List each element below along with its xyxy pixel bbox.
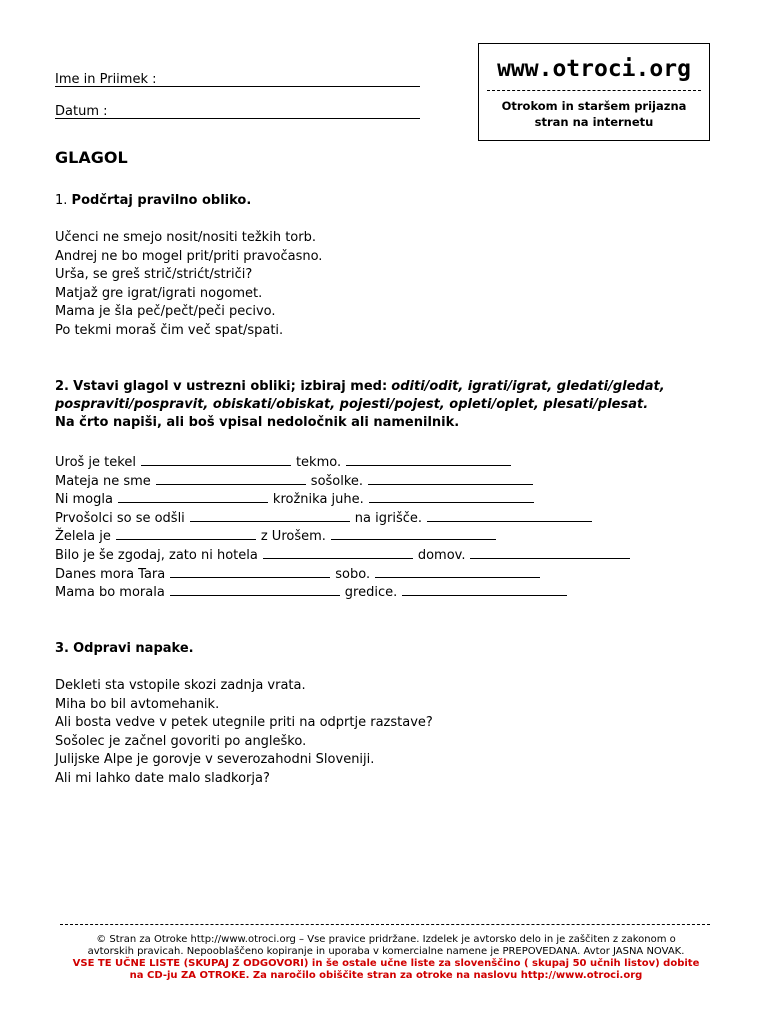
task2-instruction-end: Na črto napiši, ali boš vpisal nedoločnik ali namenilnik.: [55, 415, 460, 430]
blank-line[interactable]: [170, 594, 340, 596]
answer-line[interactable]: [427, 520, 592, 522]
sentence-end: z Urošem.: [260, 529, 326, 545]
task1-sentence: Mama je šla peč/pečt/peči pecivo.: [55, 304, 276, 320]
task3-sentence: Sošolec je začnel govoriti po angleško.: [55, 733, 307, 749]
task1-instruction: Podčrtaj pravilno obliko.: [71, 193, 252, 208]
sentence-end: sobo.: [335, 566, 371, 582]
blank-line[interactable]: [156, 483, 306, 485]
task2-sentence: [55, 584, 635, 603]
answer-line[interactable]: [368, 483, 533, 485]
footer-copyright-line1: © Stran za Otroke http://www.otroci.org – Vse pravice pridržane. Izdelek je avtorsko delo in je zaščiten z zakonom o: [96, 934, 676, 945]
sentence-start: Bilo je še zgodaj, zato ni hotela: [55, 547, 258, 563]
logo-subtitle-line2: stran na internetu: [534, 115, 654, 129]
page-title: GLAGOL: [55, 148, 128, 167]
task2-sentence: [55, 491, 635, 510]
site-logo-box: [478, 43, 710, 141]
name-label: Ime in Priimek :: [55, 72, 157, 87]
sentence-end: domov.: [417, 547, 466, 563]
sentence-end: na igrišče.: [354, 510, 423, 526]
logo-subtitle: [479, 98, 709, 130]
task3-number: 3.: [55, 641, 69, 656]
date-label: Datum :: [55, 104, 108, 119]
task1-sentence: Urša, se greš strič/strićt/striči?: [55, 267, 253, 283]
sentence-start: Želela je: [55, 529, 111, 545]
name-underline-left: [55, 86, 173, 87]
answer-line[interactable]: [375, 576, 540, 578]
logo-subtitle-line1: Otrokom in staršem prijazna: [501, 99, 687, 113]
answer-line[interactable]: [470, 557, 630, 559]
name-line: [172, 86, 420, 87]
sentence-start: Mateja ne sme: [55, 473, 151, 489]
task1-sentence: Andrej ne bo mogel prit/priti pravočasno.: [55, 248, 323, 264]
sentence-end: gredice.: [344, 585, 398, 601]
task3-sentence: Dekleti sta vstopile skozi zadnja vrata.: [55, 678, 306, 693]
task3-sentence: Miha bo bil avtomehanik.: [55, 696, 220, 712]
task1-sentence: Učenci ne smejo nosit/nositi težkih torb.: [55, 230, 316, 245]
footer-divider: [60, 924, 710, 925]
task2-sentence: [55, 454, 635, 473]
task3-sentence: Ali bosta vedve v petek utegnile priti na odprtje razstave?: [55, 715, 433, 731]
blank-line[interactable]: [263, 557, 413, 559]
sentence-end: krožnika juhe.: [272, 492, 364, 508]
footer-promo-line1: VSE TE UČNE LISTE (SKUPAJ Z ODGOVORI) in še ostale učne liste za slovenščino ( skupaj 50 učnih listov) dobite: [72, 958, 700, 969]
task3-sentence: Julijske Alpe je gorovje v severozahodni Sloveniji.: [55, 752, 375, 768]
sentence-start: Mama bo morala: [55, 585, 165, 601]
date-line: [55, 118, 420, 119]
task2-instruction-start: Vstavi glagol v ustrezni obliki; izbiraj med:: [73, 379, 388, 394]
task2-number: 2.: [55, 379, 69, 394]
task2-sentence: [55, 566, 635, 585]
task1-sentence: Po tekmi moraš čim več spat/spati.: [55, 322, 284, 338]
sentence-start: Prvošolci so se odšli: [55, 510, 185, 526]
task2-sentence: [55, 510, 635, 529]
blank-line[interactable]: [118, 501, 268, 503]
task1-heading: [55, 192, 251, 210]
sentence-end: tekmo.: [295, 455, 342, 470]
footer-promo-line2: na CD-ju ZA OTROKE. Za naročilo obiščite stran za otroke na naslovu http://www.otroci.org: [129, 970, 643, 981]
blank-line[interactable]: [170, 576, 330, 578]
task2-options-line2: pospraviti/pospravit, obiskati/obiskat, pojesti/pojest, opleti/oplet, plesati/plesat.: [55, 397, 649, 412]
task1-sentences: [55, 229, 322, 341]
task3-instruction: Odpravi napake.: [73, 641, 194, 656]
task3-heading: [55, 640, 194, 658]
blank-line[interactable]: [141, 464, 291, 466]
blank-line[interactable]: [190, 520, 350, 522]
task2-sentences: [55, 454, 635, 603]
task1-number: 1.: [55, 193, 68, 208]
sentence-end: sošolke.: [310, 473, 364, 489]
answer-line[interactable]: [369, 501, 534, 503]
footer-copyright-line2: avtorskih pravicah. Nepooblaščeno kopiranje in uporaba v komercialne namene je PREPOVEDANA. Avtor JASNA NOVAK.: [87, 946, 685, 957]
task3-sentence: Ali mi lahko date malo sladkorja?: [55, 770, 270, 786]
logo-title: www.otroci.org: [497, 56, 691, 82]
task2-sentence: [55, 473, 635, 492]
sentence-start: Danes mora Tara: [55, 566, 166, 582]
task2-options-line1: oditi/odit, igrati/igrat, gledati/gledat,: [391, 379, 665, 394]
answer-line[interactable]: [402, 594, 567, 596]
footer: [58, 934, 714, 982]
task3-sentences: [55, 677, 433, 789]
answer-line[interactable]: [346, 464, 511, 466]
task2-sentence: [55, 528, 635, 547]
task2-sentence: [55, 547, 635, 566]
task2-heading: [55, 378, 695, 432]
answer-line[interactable]: [331, 538, 496, 540]
sentence-start: Uroš je tekel: [55, 455, 136, 470]
sentence-start: Ni mogla: [55, 492, 113, 508]
logo-divider: [487, 90, 701, 91]
task1-sentence: Matjaž gre igrat/igrati nogomet.: [55, 285, 263, 301]
blank-line[interactable]: [116, 538, 256, 540]
